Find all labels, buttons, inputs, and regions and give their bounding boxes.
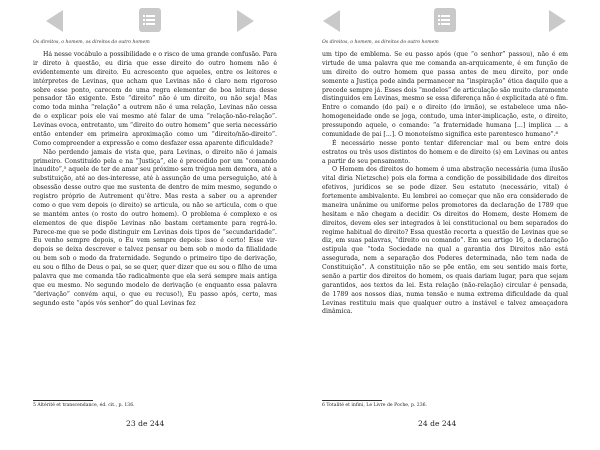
footnote: 5 Altérité et transcendance, éd. cit., p. 136. <box>33 403 135 408</box>
page-number: 24 de 244 <box>418 419 457 428</box>
menu-icon[interactable] <box>434 8 456 32</box>
right-page <box>300 0 600 450</box>
prev-page-arrow-icon[interactable] <box>323 10 340 32</box>
next-page-arrow-icon[interactable] <box>549 10 566 32</box>
menu-icon[interactable] <box>139 8 161 32</box>
page-number: 23 de 244 <box>126 419 165 428</box>
page-body-text <box>33 51 277 308</box>
footnote-rule <box>322 400 382 401</box>
right-nav-bar <box>300 8 600 36</box>
running-head: Os direitos, o homem, os direitos do outro homem <box>322 40 439 45</box>
paragraph: O Homem dos direitos do homem é uma abstração necessária (uma ilusão vital diria Nietzsche) pois ela forma a condição de possibilidade dos direitos efetivos, jurídicos se se pode dizer. Seu estatuto (necessário, vital) é fortemente ambivalente. Eu lembrei ao começar que não era considerado de maneira unânime ou uniforme pelos promotores da declaração de 1789 que hesitam e não chegam a decidir. Os direitos do Homem, deste Homem de direitos, devem eles ser integrados à lei constitucional ou bem separados do regime habitual do direito? Essa questão recorta a questão de Levinas que se diz, em suas palavras, “direito ou comando”. Em seu artigo 16, a declaração estipula que “toda Sociedade na qual a garantia dos Direitos não está assegurada, nem a separação dos Poderes determinada, não tem nada de Constituição”. A constituição não se põe então, em seu sentido mais forte, senão a partir dos direitos do homem, os quais dariam lugar, para que sejam garantidos, aos textos da lei. Esta relação (não-relação) circular é pensada, de 1789 aos nossos dias, numa tensão e numa extrema dificuldade da qual Levinas restituiu mais que qualquer outro a instável e talvez ameaçadora dinâmica. <box>322 166 568 316</box>
paragraph: Há nesse vocábulo a possibilidade e o risco de uma grande confusão. Para ir direto à questão, eu diria que esse direito do outro homem não é evidentemente um direito. Eu acrescento que aqueles, entre os leitores e intérpretes de Levinas, que acham que Levinas não é claro nem rigoroso sobre esse ponto, carecem de uma regra elementar de boa leitura desse pensador tão exigente. Este “direito” não é um direito, ou não seja! Mas como toda minha “relação” a outrem não é uma relação, Levinas não cessa de o explicar pois ele vai mesmo até falar de uma “relação-não-relação”. Levinas evoca, entretanto, um “direito do outro homem” que seria necessário então entender em primeira aproximação como um “direito/não-direito”. Como compreender a expressão e como desfazer essa aparente dificuldade? <box>33 51 278 147</box>
footnote: 6 Totalité et infini, Le Livre de Poche, p. 236. <box>322 403 428 408</box>
page-body-text <box>322 51 568 317</box>
paragraph: um tipo de emblema. Se eu passo após (que “o senhor” passou), não é em virtude de uma palavra que me comanda an-arquicamente, é em função de um direito do outro homem que passa antes de meu direito, por onde somente a Justiça pode ainda permanecer na “inspiração” ética daquilo que a precede sempre já. Esses dois “modelos” de articulação são muito claramente distinguidos em Levinas, mesmo se essa diferença não é explicitada até o fim. Entre o comando (do pai) e o direito (do irmão), se estabelece uma não-homogeneidade onde se joga, contudo, uma inter-implicação, este, o direito, pressupondo aquele, o comando: “a fraternidade humana [...] implica ... a comunidade de pai [...]. O monoteísmo significa este parentesco humano”.⁶ <box>322 51 568 138</box>
running-head: Os direitos, o homem, os direitos do outro homem <box>33 40 150 45</box>
paragraph: É necessário nesse ponto tentar diferenciar mal ou bem entre dois estratos ou três usos distintos do homem e de direito (s) em Levinas ou antes a partir de seu pensamento. <box>322 139 568 165</box>
left-nav-bar <box>0 8 300 36</box>
next-page-arrow-icon[interactable] <box>237 10 254 32</box>
paragraph: Não perdendo jamais de vista que, para Levinas, o direito não é jamais primeiro. Constituído pela e na “Justiça”, ele é precedido por um “comando inaudito”,⁵ aquele de ter de amar seu próximo sem trégua nem demora, até a substituição, até ao des-interesse, até à assunção de uma perseguição, até à obsessão desse outro que me sustenta de dentro de mim mesmo, segundo o registro próprio de Autrement qu’être. Mas resta a saber ou a aprender como o que vem depois (o direito) se articula, ou não se articula, com o que se mantém antes (o rosto do outro homem). O problema é complexo e os elementos de que dispõe Levinas não bastam certamente para regrá-lo. Parece-me que se pode distinguir em Levinas dois tipos de “secundaridade”. Eu venho sempre depois, o Eu vem sempre depois: isso é certo! Esse vir-depois se deixa descrever e talvez pensar ou bem sob o modo da filialidade ou bem sob o modo da fraternidade. Segundo o primeiro tipo de derivação, eu sou o filho de Deus o pai, se se quer, quer dizer que eu sou o filho de uma palavra que me comanda tão radicalmente que ela será sempre mais antiga que eu mesmo. No segundo modelo de derivação (e enquanto essa palavra “derivação” convém aqui, o que eu recuso!), Eu passo após, certo, mas segundo este “após vós senhor” do qual Levinas fez <box>33 148 277 307</box>
prev-page-arrow-icon[interactable] <box>46 10 63 32</box>
footnote-rule <box>33 400 93 401</box>
